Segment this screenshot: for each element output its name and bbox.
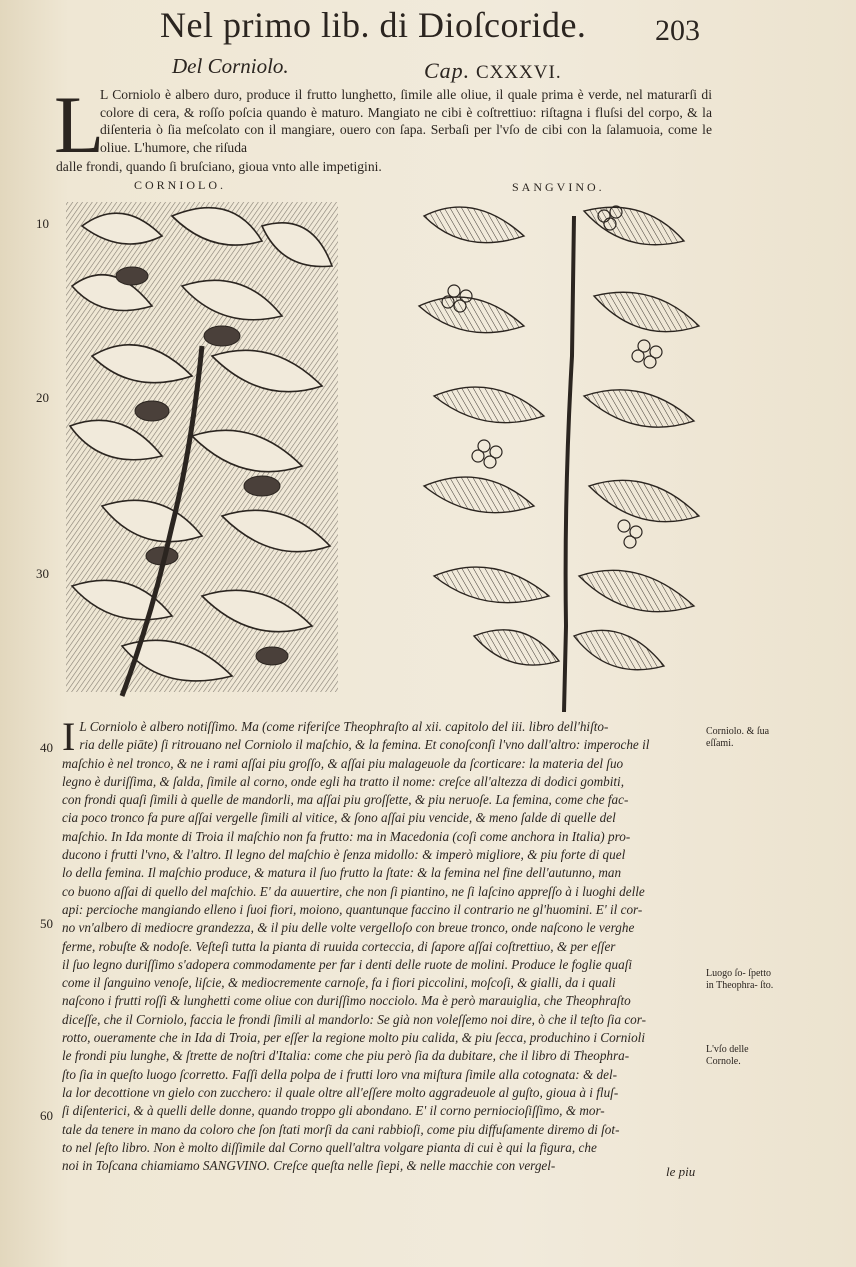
sangvino-woodcut-illustration bbox=[414, 196, 704, 712]
commentary-line: il ſuo legno duriſſimo s'adopera commodamente per far i denti delle ruote de molini. Produce le foglie quaſi bbox=[62, 956, 633, 972]
running-head: Nel primo lib. di Dioſcoride. bbox=[160, 5, 587, 45]
commentary-line: le frondi piu lunghe, & ſtrette de noſtri d'Italia: come che piu però ſia da dubitare, che il libro di Theophra- bbox=[62, 1048, 630, 1064]
commentary-line: naſcono i frutti roſſi & lunghetti come oliue con duriſſimo nocciolo. Ma è però marauiglia, che Theophraſto bbox=[62, 993, 631, 1009]
commentary-line: lo della femina. Il maſchio produce, & matura il ſuo frutto la ſtate: & la femina nel fine dell'autunno, man bbox=[62, 865, 622, 881]
commentary-line: cia poco tronco fa pure aſſai vergelle ſimili al vitice, & ſono aſſai piu vencide, & meno ſalde di quelle del bbox=[62, 810, 616, 826]
figure-caption-sangvino: SANGVINO. bbox=[512, 180, 605, 194]
intro-last-line: dalle frondi, quando ſi bruſciano, gioua vnto alle impetigini. bbox=[56, 159, 382, 174]
commentary-line: diceſſe, che il Corniolo, faccia le frondi ſimili al mandorlo: Se già non voleſſemo noi dire, ò che il teſto ſia cor- bbox=[62, 1011, 647, 1027]
corniolo-woodcut-illustration bbox=[62, 196, 344, 700]
commentary-line: L Corniolo è albero notiſſimo. Ma (come riferiſce Theophraſto al xii. capitolo del iii. libro dell'hiſto- bbox=[79, 719, 609, 734]
commentary-line: legno è duriſſima, & ſalda, ſimile al corno, onde egli ha tratto il nome: creſce all'altezza di dodici gombiti, bbox=[62, 773, 625, 789]
intro-drop-cap: L bbox=[54, 79, 105, 170]
line-number: 20 bbox=[36, 390, 49, 405]
commentary-line: no vn'albero di mediocre grandezza, & il piu delle volte vergelloſo con breue tronco, onde naſcono le verghe bbox=[62, 920, 635, 936]
catchword: le piu bbox=[666, 1164, 696, 1179]
commentary-line: maſchio. In Ida monte di Troia il maſchio non fa frutto: ma in Macedonia (coſi come anchora in Italia) pro- bbox=[62, 828, 631, 844]
line-number: 50 bbox=[40, 916, 53, 931]
page-number: 203 bbox=[655, 14, 700, 47]
line-number: 30 bbox=[36, 566, 49, 581]
commentary-line: noi in Toſcana chiamiamo SANGVINO. Creſce queſta nelle ſiepi, & nelle macchie con vergel- bbox=[62, 1158, 556, 1174]
figure-caption-corniolo: CORNIOLO. bbox=[134, 178, 226, 192]
commentary-line: ducono i frutti l'vno, & l'altro. Il legno del maſchio è ſenza midollo: & imperò migliore, & piu forte di quel bbox=[62, 847, 626, 863]
commentary-line: co buono aſſai di quello del maſchio. E' da auuertire, che non ſi piantino, ne ſi laſcino appreſſo à i luoghi delle bbox=[62, 883, 645, 899]
chapter-number bbox=[424, 58, 562, 84]
line-number: 10 bbox=[36, 216, 49, 231]
line-number: 40 bbox=[40, 740, 53, 755]
chapter-title: Del Corniolo. bbox=[172, 54, 289, 78]
marginal-note: Luogo ſo- ſpetto in Theophra- ſto. bbox=[706, 968, 774, 991]
commentary-line: rotto, oueramente che in Ida di Troia, per eſſer la regione molto piu calida, & piu ſecca, produchino i Cornioli bbox=[62, 1030, 645, 1046]
commentary-line: ria delle piāte) ſi ritrouano nel Corniolo il maſchio, & la femina. Et conoſconſi l'vno dall'altro: imperoche il bbox=[79, 737, 650, 753]
commentary-line: maſchio è nel tronco, & ne i rami aſſai piu groſſo, & aſſai piu malageuole da ſcorticare: la materia del ſuo bbox=[62, 755, 624, 771]
commentary-line: ſi diſenterici, & à quelli delle donne, quando troppo gli abondano. E' il corno perniocioſiſſimo, & mor- bbox=[62, 1103, 605, 1119]
commentary-line: tale da tenere in mano da coloro che ſon ſtati morſi da cani rabbioſi, come piu diffuſamente diremo di ſot- bbox=[62, 1121, 620, 1137]
commentary-line: ferme, robuſte & nodoſe. Veſteſi tutta la pianta di ruuida corteccia, di ſapore aſſai coſtrettiuo, & per eſſer bbox=[62, 938, 616, 954]
commentary-drop-cap: I bbox=[62, 714, 76, 759]
commentary-line: ſto ſia in queſto luogo ſcorretto. Faſſi della polpa de i frutti loro vna miſtura ſimile alla cotognata: & del- bbox=[62, 1066, 618, 1082]
chapter-roman-number: CXXXVI. bbox=[475, 62, 562, 83]
commentary-line: to nel ſeſto libro. Non è molto diſſimile dal Corno quell'altra volgare pianta di cui è qui la figura, che bbox=[62, 1139, 597, 1155]
line-number: 60 bbox=[40, 1108, 53, 1123]
marginal-note: Corniolo. & ſua eſſami. bbox=[706, 726, 770, 749]
commentary-line: la lor decottione vn gielo con zucchero: il quale oltre all'eſſere molto aggradeuole al guſto, gioua à i fluſ- bbox=[62, 1084, 619, 1100]
intro-paragraph: L Corniolo è albero duro, produce il frutto lunghetto, ſimile alle oliue, il quale prima è verde, nel maturarſi di colore di cera, & roſſo poſcia quando è maturo. Mangiato ne cibi è coſtrettiuo: riſtagna i fluſsi del corpo, & la diſenteria ò ſia meſcolato con il mangiare, ouero con ſapa. Serbaſi per l'vſo de cibi con la ſalamuoia, come le oliue. L'humore, che riſuda bbox=[100, 87, 712, 155]
commentary-line: api: percioche mangiando elleno i ſuoi fiori, moiono, quantunque faccino il contrario ne gl'huomini. E' il cor- bbox=[62, 901, 643, 917]
marginal-note: L'vſo delle Cornole. bbox=[706, 1044, 749, 1067]
commentary-line: con frondi quaſi ſimili à quelle de mandorli, ma aſſai piu groſſette, & piu neruoſe. La femina, come che fac- bbox=[62, 792, 629, 808]
commentary-line: come il ſanguino venoſe, liſcie, & mediocremente carnoſe, fa i fiori piccolini, moſcoſi, & gialli, da i quali bbox=[62, 975, 616, 991]
chapter-cap-label: Cap. bbox=[424, 58, 471, 83]
commentary-text bbox=[62, 714, 702, 1175]
